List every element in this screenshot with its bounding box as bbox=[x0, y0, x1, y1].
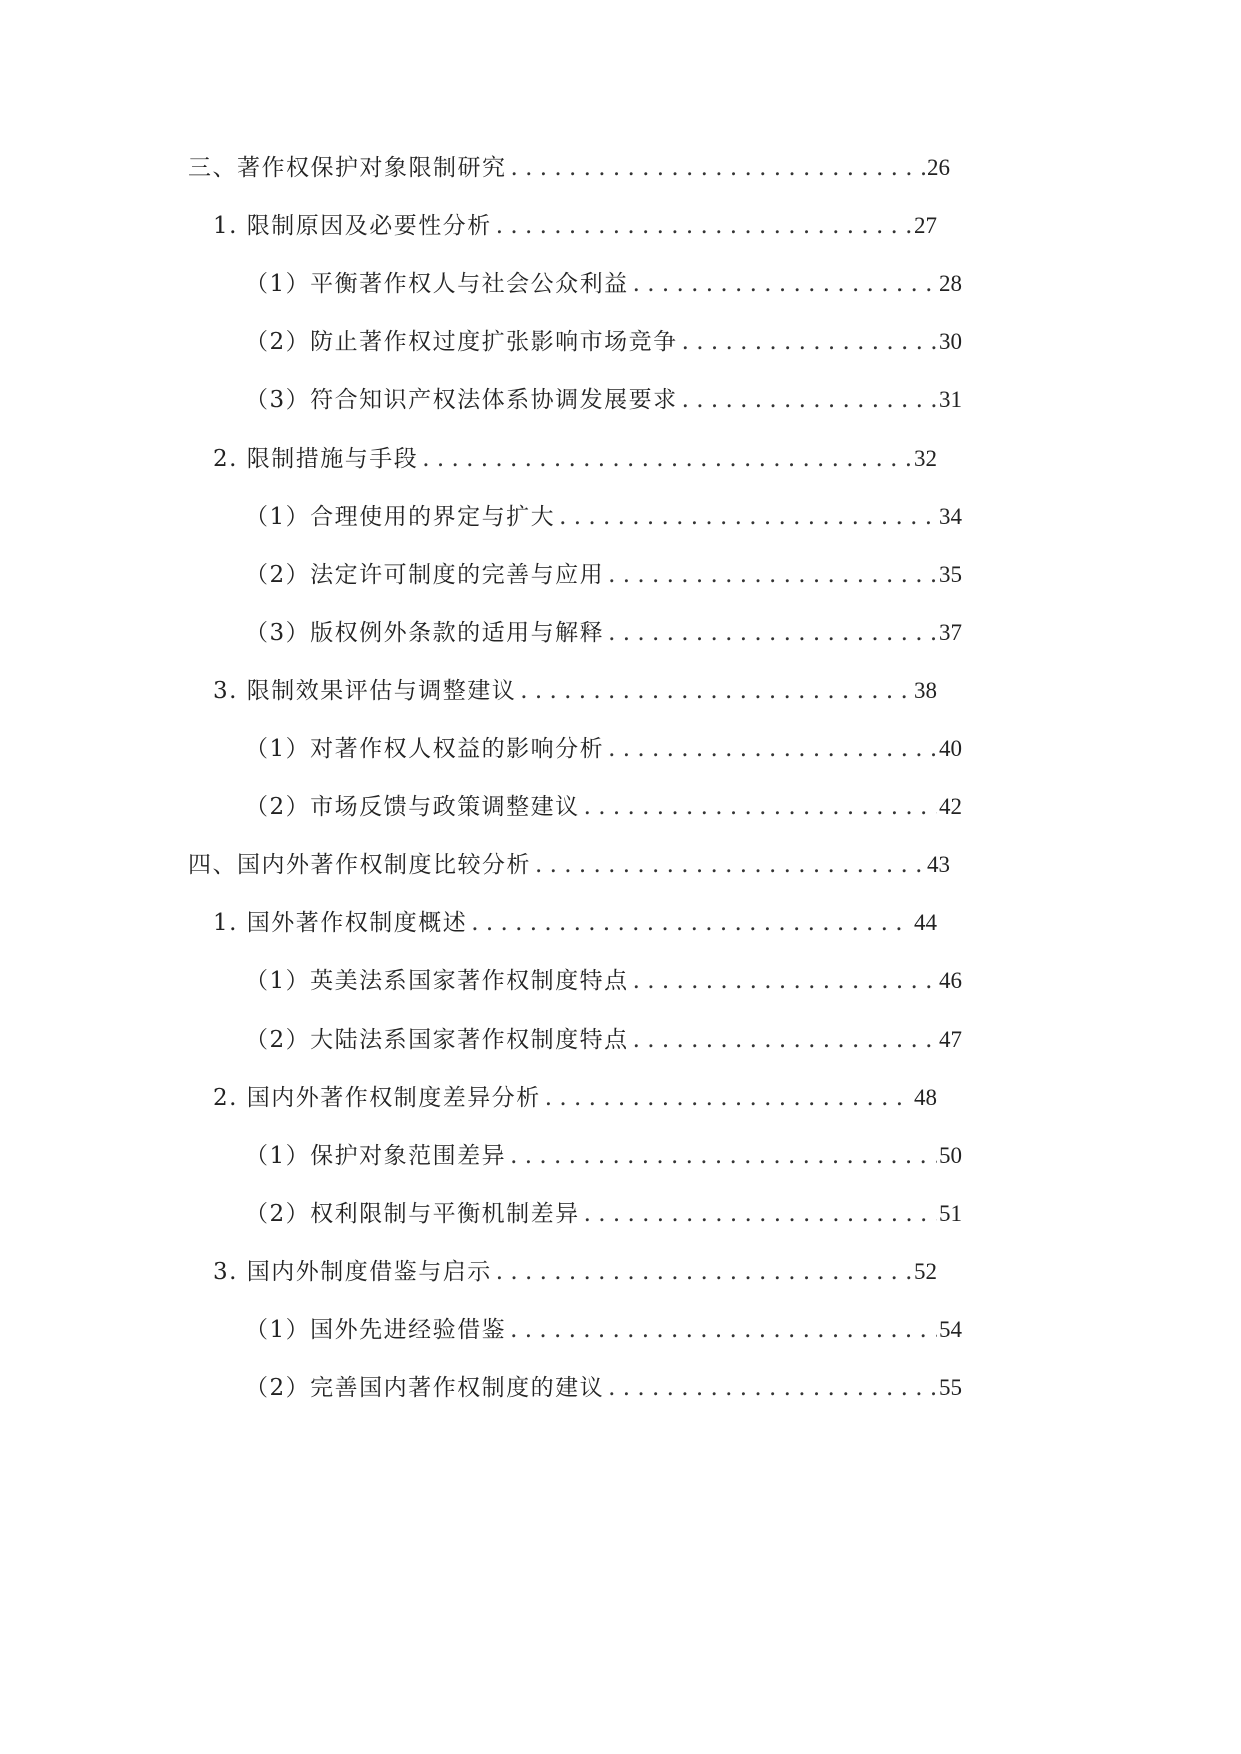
toc-entry-title: 四、国内外著作权制度比较分析 bbox=[188, 852, 531, 878]
toc-entry-title: （1）平衡著作权人与社会公众利益 bbox=[245, 271, 629, 297]
toc-dot-leader bbox=[422, 439, 912, 479]
toc-entry-title: 3. 国内外制度借鉴与启示 bbox=[213, 1259, 492, 1285]
toc-entry-title: （2）法定许可制度的完善与应用 bbox=[245, 562, 605, 588]
toc-dot-leader bbox=[682, 380, 937, 420]
toc-entry-title: （2）市场反馈与政策调整建议 bbox=[245, 794, 580, 820]
toc-entry[interactable] bbox=[245, 961, 962, 1001]
toc-entry[interactable] bbox=[245, 555, 962, 595]
toc-entry[interactable] bbox=[213, 903, 937, 943]
toc-entry-page-number: 32 bbox=[914, 446, 937, 471]
toc-entry-title: （3）符合知识产权法体系协调发展要求 bbox=[245, 387, 678, 413]
toc-dot-leader bbox=[496, 206, 912, 246]
toc-entry[interactable] bbox=[213, 671, 937, 711]
toc-entry-page-number: 35 bbox=[939, 562, 962, 587]
toc-entry[interactable] bbox=[245, 1368, 962, 1408]
toc-dot-leader bbox=[510, 1136, 937, 1176]
toc-entry-title: （1）英美法系国家著作权制度特点 bbox=[245, 968, 629, 994]
toc-entry[interactable] bbox=[245, 1310, 962, 1350]
toc-dot-leader bbox=[608, 555, 937, 595]
toc-entry-title: 1. 限制原因及必要性分析 bbox=[213, 213, 492, 239]
toc-dot-leader bbox=[633, 264, 937, 304]
toc-entry-page-number: 38 bbox=[914, 678, 937, 703]
toc-entry-title: 1. 国外著作权制度概述 bbox=[213, 910, 468, 936]
toc-entry-title: （2）权利限制与平衡机制差异 bbox=[245, 1201, 580, 1227]
toc-dot-leader bbox=[535, 845, 925, 885]
toc-entry-title: （2）完善国内著作权制度的建议 bbox=[245, 1375, 605, 1401]
toc-entry-page-number: 26 bbox=[927, 155, 950, 180]
toc-entry-page-number: 37 bbox=[939, 620, 962, 645]
toc-entry-page-number: 28 bbox=[939, 271, 962, 296]
toc-entry-page-number: 30 bbox=[939, 329, 962, 354]
toc-dot-leader bbox=[511, 148, 926, 188]
toc-entry-title: 三、著作权保护对象限制研究 bbox=[188, 155, 507, 181]
toc-entry[interactable] bbox=[245, 497, 962, 537]
toc-dot-leader bbox=[633, 1020, 937, 1060]
toc-entry[interactable] bbox=[245, 1194, 962, 1234]
toc-entry[interactable] bbox=[245, 322, 962, 362]
toc-dot-leader bbox=[545, 1078, 912, 1118]
toc-entry-title: （2）防止著作权过度扩张影响市场竞争 bbox=[245, 329, 678, 355]
toc-entry-page-number: 47 bbox=[939, 1027, 962, 1052]
toc-entry[interactable] bbox=[188, 845, 950, 885]
toc-entry[interactable] bbox=[213, 439, 937, 479]
toc-dot-leader bbox=[608, 613, 937, 653]
toc-dot-leader bbox=[559, 497, 937, 537]
toc-dot-leader bbox=[633, 961, 937, 1001]
toc-entry[interactable] bbox=[245, 380, 962, 420]
toc-entry-page-number: 43 bbox=[927, 852, 950, 877]
toc-entry-page-number: 50 bbox=[939, 1143, 962, 1168]
toc-entry-page-number: 31 bbox=[939, 387, 962, 412]
toc-entry-title: （1）对著作权人权益的影响分析 bbox=[245, 736, 605, 762]
toc-entry-page-number: 42 bbox=[939, 794, 962, 819]
toc-entry-title: 3. 限制效果评估与调整建议 bbox=[213, 678, 517, 704]
toc-entry-title: 2. 限制措施与手段 bbox=[213, 446, 419, 472]
toc-entry-page-number: 27 bbox=[914, 213, 937, 238]
toc-dot-leader bbox=[584, 1194, 937, 1234]
toc-entry-title: （3）版权例外条款的适用与解释 bbox=[245, 620, 605, 646]
toc-entry-page-number: 52 bbox=[914, 1259, 937, 1284]
toc-entry[interactable] bbox=[245, 787, 962, 827]
toc-entry-page-number: 48 bbox=[914, 1085, 937, 1110]
toc-entry[interactable] bbox=[188, 148, 950, 188]
toc-entry-page-number: 51 bbox=[939, 1201, 962, 1226]
toc-entry-title: 2. 国内外著作权制度差异分析 bbox=[213, 1085, 541, 1111]
toc-dot-leader bbox=[520, 671, 912, 711]
toc-entry[interactable] bbox=[213, 206, 937, 246]
toc-dot-leader bbox=[471, 903, 912, 943]
toc-entry-page-number: 44 bbox=[914, 910, 937, 935]
toc-dot-leader bbox=[584, 787, 937, 827]
toc-entry-title: （1）国外先进经验借鉴 bbox=[245, 1317, 507, 1343]
toc-dot-leader bbox=[682, 322, 937, 362]
toc-entry-page-number: 54 bbox=[939, 1317, 962, 1342]
toc-entry-page-number: 46 bbox=[939, 968, 962, 993]
toc-dot-leader bbox=[608, 1368, 937, 1408]
toc-entry[interactable] bbox=[245, 613, 962, 653]
toc-entry[interactable] bbox=[213, 1252, 937, 1292]
toc-entry[interactable] bbox=[245, 729, 962, 769]
toc-dot-leader bbox=[510, 1310, 937, 1350]
toc-entry[interactable] bbox=[245, 1020, 962, 1060]
toc-entry-title: （1）合理使用的界定与扩大 bbox=[245, 504, 556, 530]
toc-dot-leader bbox=[608, 729, 937, 769]
toc-entry-page-number: 34 bbox=[939, 504, 962, 529]
toc-entry[interactable] bbox=[245, 264, 962, 304]
toc-entry[interactable] bbox=[213, 1078, 937, 1118]
toc-dot-leader bbox=[496, 1252, 912, 1292]
toc-entry-title: （1）保护对象范围差异 bbox=[245, 1143, 507, 1169]
toc-entry[interactable] bbox=[245, 1136, 962, 1176]
toc-entry-title: （2）大陆法系国家著作权制度特点 bbox=[245, 1027, 629, 1053]
toc-entry-page-number: 55 bbox=[939, 1375, 962, 1400]
toc-entry-page-number: 40 bbox=[939, 736, 962, 761]
